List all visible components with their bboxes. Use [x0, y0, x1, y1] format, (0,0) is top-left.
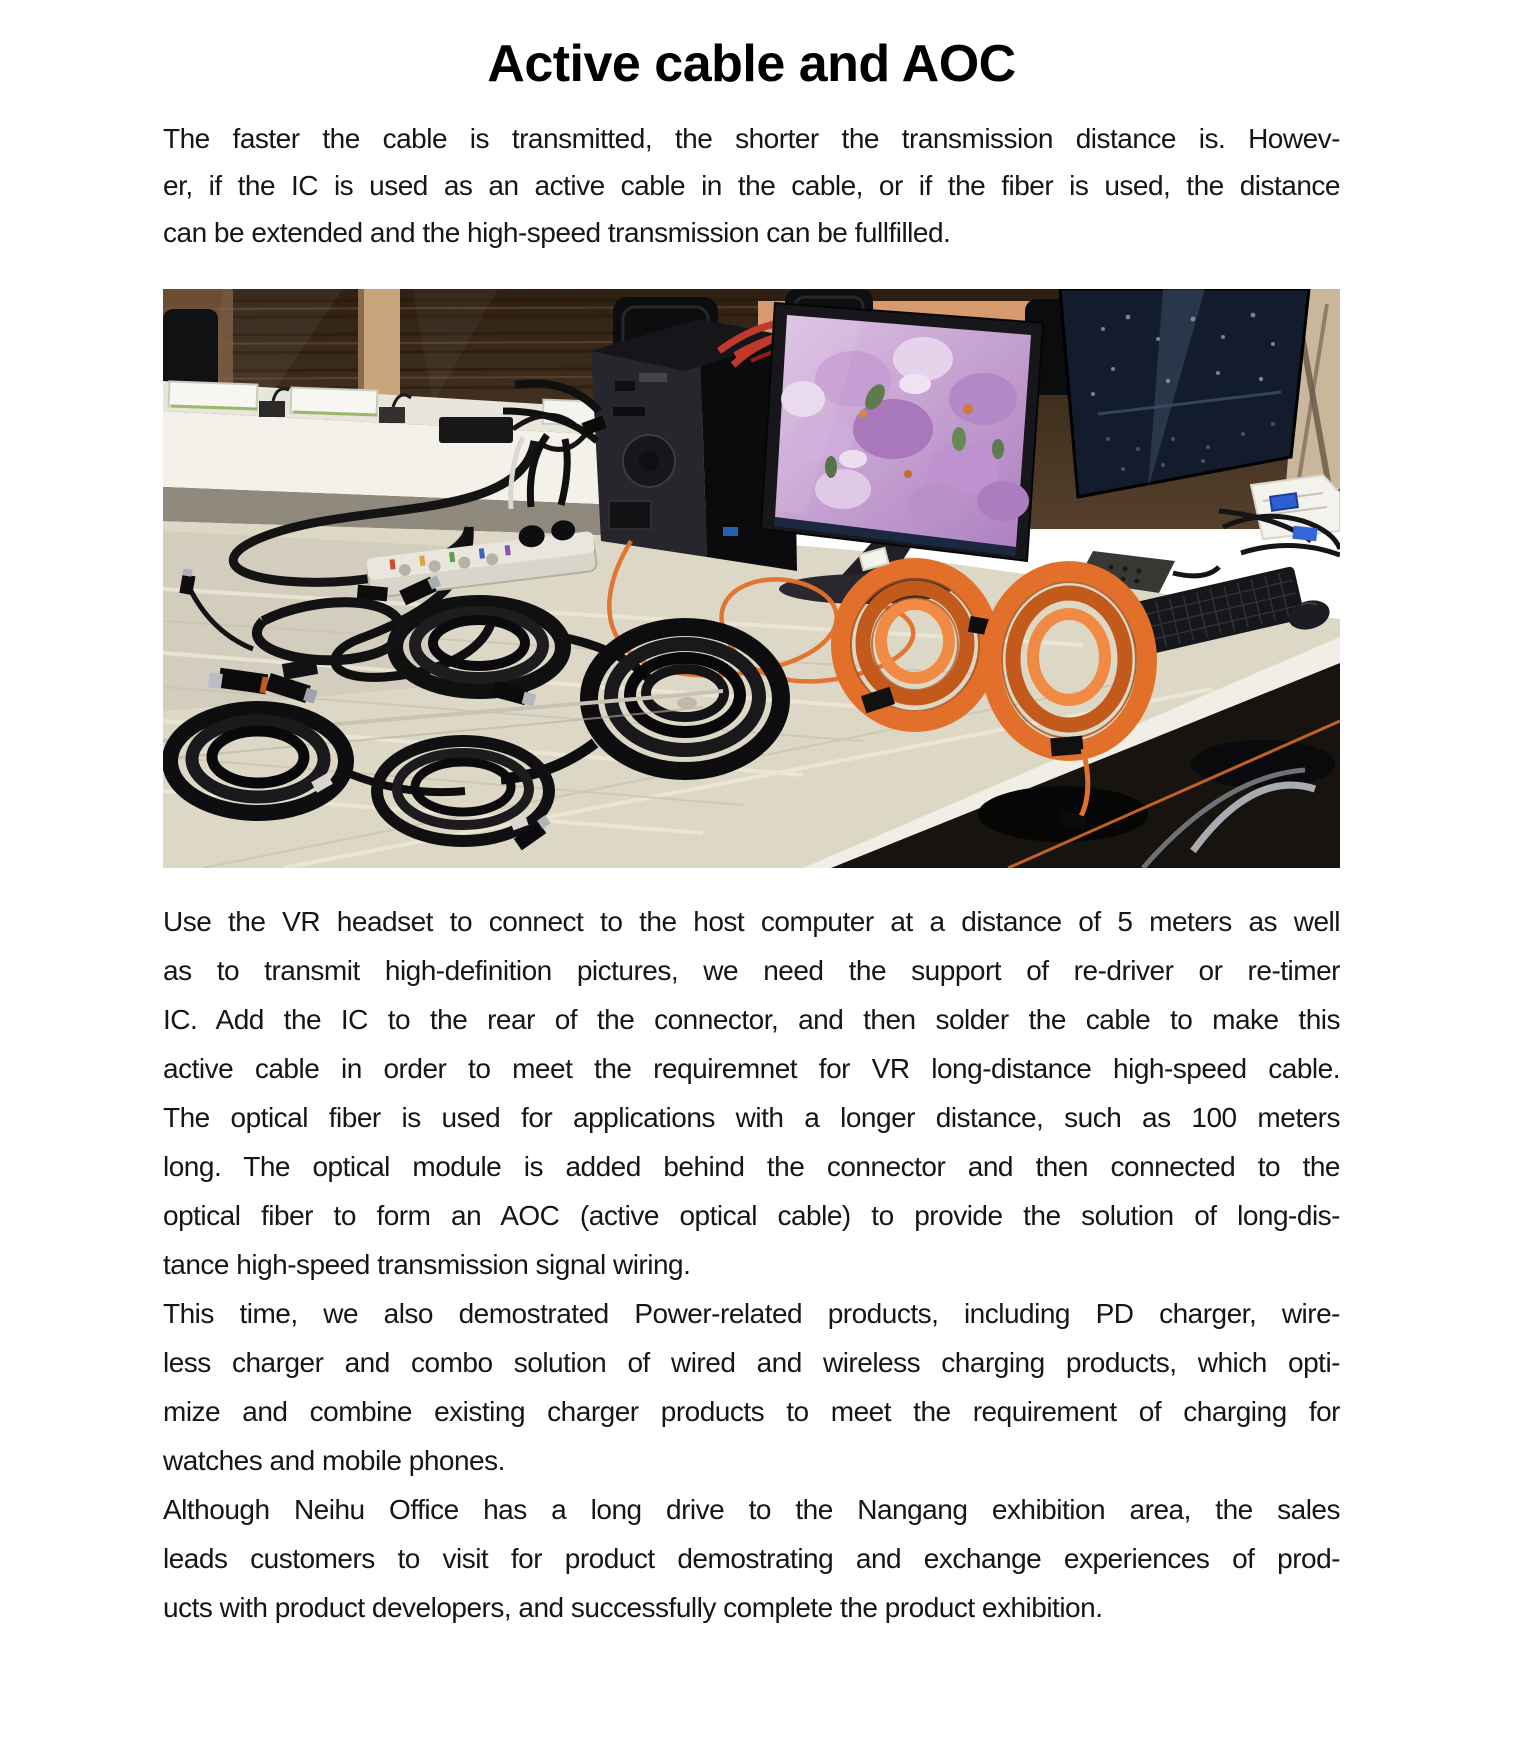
conference-room-photo-svg: [163, 289, 1340, 868]
text-line: The faster the cable is transmitted, the shorter the transmission distance is. Howev-: [163, 123, 1340, 154]
vga-connector: [1292, 526, 1317, 541]
vga-connector: [1270, 493, 1298, 510]
body-paragraph-2: [163, 1289, 1340, 1485]
text-line: less charger and combo solution of wired and wireless charging products, which opti-: [163, 1347, 1340, 1378]
text-line: long. The optical module is added behind the connector and then connected to the: [163, 1151, 1340, 1182]
text-line: optical fiber to form an AOC (active optical cable) to provide the solution of long-dis-: [163, 1200, 1340, 1231]
text-line: can be extended and the high-speed transmission can be fullfilled.: [163, 217, 951, 248]
text-line: leads customers to visit for product demostrating and exchange experiences of prod-: [163, 1543, 1340, 1574]
body-paragraph-1: [163, 897, 1340, 1289]
text-line: Use the VR headset to connect to the host computer at a distance of 5 meters as well: [163, 906, 1340, 937]
text-line: This time, we also demostrated Power-related products, including PD charger, wire-: [163, 1298, 1340, 1329]
conference-room-photo: [163, 289, 1340, 868]
text-line: er, if the IC is used as an active cable in the cable, or if the fiber is used, the distance: [163, 170, 1340, 201]
text-line: active cable in order to meet the requiremnet for VR long-distance high-speed cable.: [163, 1053, 1340, 1084]
wood-pillar: [358, 289, 400, 401]
page-title: Active cable and AOC: [487, 35, 1016, 93]
text-line: tance high-speed transmission signal wiring.: [163, 1249, 691, 1280]
intro-paragraph: [163, 115, 1340, 256]
text-line: ucts with product developers, and successfully complete the product exhibition.: [163, 1592, 1103, 1623]
body-paragraph-3: [163, 1485, 1340, 1632]
text-line: mize and combine existing charger products to meet the requirement of charging for: [163, 1396, 1340, 1427]
text-line: The optical fiber is used for applications with a longer distance, such as 100 meters: [163, 1102, 1340, 1133]
velcro-tie: [1050, 736, 1083, 757]
text-line: watches and mobile phones.: [163, 1445, 505, 1476]
text-line: IC. Add the IC to the rear of the connector, and then solder the cable to make this: [163, 1004, 1340, 1035]
text-line: as to transmit high-definition pictures, we need the support of re-driver or re-timer: [163, 955, 1340, 986]
text-line: Although Neihu Office has a long drive to the Nangang exhibition area, the sales: [163, 1494, 1340, 1525]
